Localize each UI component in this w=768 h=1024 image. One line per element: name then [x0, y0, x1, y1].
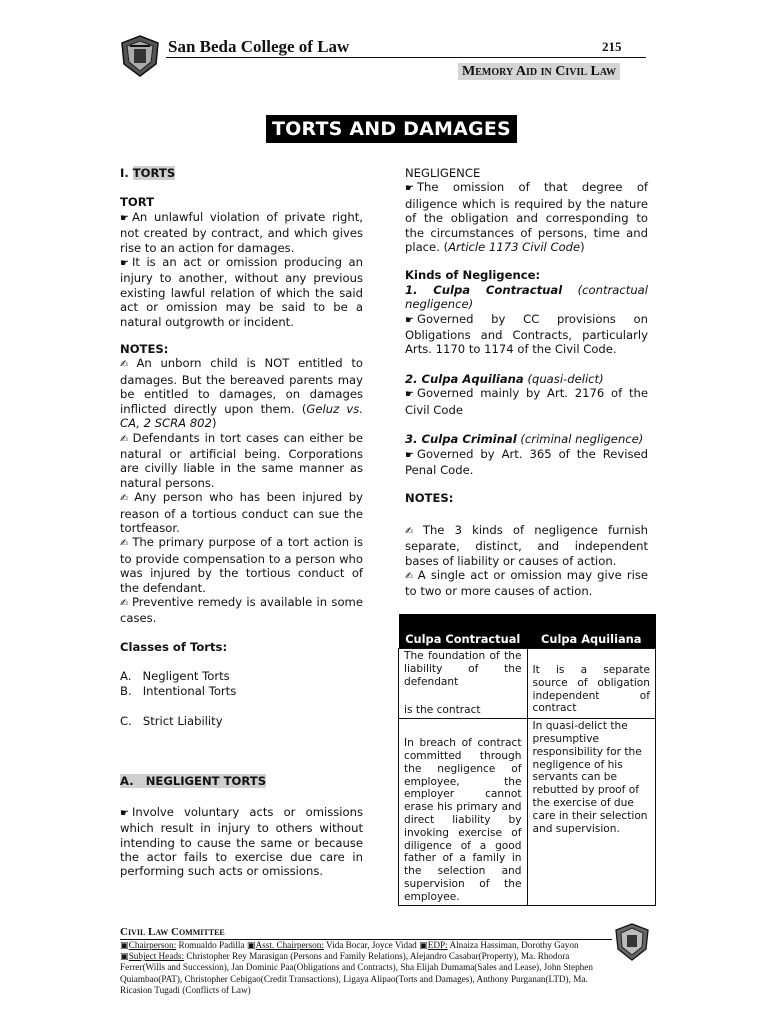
note-item [120, 490, 363, 535]
class-item: B. Intentional Torts [120, 683, 237, 698]
negligent-torts-text [120, 805, 363, 879]
note-text: An unborn child is NOT entitled to damages. But the bereaved parents may be entitled to damages, on damages inflicted directly upon them. ( [120, 356, 363, 416]
heads-names: Christopher Rey Marasigan (Persons and Family Relations), Alejandro Casabar(Property), Ma. Rhodora Ferrer(Wills and Succession), Jan Dominic Paa(Obligations and Contracts), Sha Elijah Dumama(Sales and Lease), John Stephen Quiambao(PAT), Christopher Cebigao(Credit Transactions), Ligaya Alipao(Torts and Damages), Anthony Purganan(LTD), Ma. Ricasion Tugadi (Conflicts of Law) [120, 951, 593, 995]
classes-heading: Classes of Torts: [120, 639, 228, 654]
section-heading [120, 166, 363, 180]
chair-name: Romualdo Padilla [176, 940, 247, 950]
school-name: San Beda College of Law [168, 37, 350, 56]
kind-description: Governed mainly by Art. 2176 of the Civil Code [405, 386, 648, 417]
kind-label [405, 283, 648, 312]
pointing-hand-icon: ☛ [120, 212, 129, 224]
writing-hand-icon: ✍ [120, 433, 130, 445]
note-text: Preventive remedy is available in some cases. [120, 594, 363, 626]
note-item [405, 568, 648, 599]
cell-text: The foundation of the liability of the defendant [404, 650, 522, 688]
cell-text: In quasi-delict the presumptive responsibility for the negligence of his servants can be rebutted by proof of the exercise of due care in their selection and supervision. [532, 720, 648, 835]
section-number: I. [120, 166, 133, 180]
page-title: TORTS AND DAMAGES [266, 115, 517, 143]
book-icon: ▣ [419, 940, 428, 950]
asst-names: Vida Bocar, Joyce Vidad [323, 940, 420, 950]
right-column [405, 166, 648, 599]
kinds-heading: Kinds of Negligence: [405, 268, 541, 283]
school-seal-logo [118, 34, 162, 78]
kind-text [405, 447, 648, 478]
kind-title: 2. Culpa Aquiliana [405, 371, 524, 386]
pointing-hand-icon: ☛ [120, 807, 129, 819]
note-text: Defendants in tort cases can either be natural or artificial being. Corporations are civilly liable in the same manner as natural persons. [120, 430, 363, 490]
class-item: C. Strict Liability [120, 714, 223, 728]
writing-hand-icon: ✍ [405, 570, 415, 582]
table-header-cell: Culpa Aquiliana [527, 614, 656, 649]
note-text-end: ) [211, 416, 217, 431]
book-icon: ▣ [120, 940, 129, 950]
memory-aid-label: Memory Aid in Civil Law [458, 63, 620, 80]
tort-definition-2 [120, 255, 363, 329]
committee-members [120, 940, 610, 996]
negligent-torts-body: Involve voluntary acts or omissions which result in injury to others without intending to cause the same or because the actor fails to exercise due care in performing such acts or omissions. [120, 804, 363, 879]
edp-label: EDP: [427, 940, 448, 950]
book-icon: ▣ [120, 951, 129, 962]
writing-hand-icon: ✍ [405, 525, 420, 537]
page-number: 215 [602, 39, 622, 54]
tort-definition-2-text: It is an act or omission producing an injury to another, without any previous existing lawful relation of which the said act or omission may be said to be a natural outgrowth or incident. [120, 255, 363, 329]
writing-hand-icon: ✍ [120, 359, 134, 371]
note-item [120, 535, 363, 595]
negligence-heading: NEGLIGENCE [405, 166, 481, 180]
kind-label [405, 432, 648, 446]
pointing-hand-icon: ☛ [405, 449, 414, 461]
note-item [120, 356, 363, 430]
table-row [399, 719, 656, 905]
pointing-hand-icon: ☛ [120, 258, 129, 270]
kind-title: 1. Culpa Contractual [405, 282, 563, 297]
note-text: The primary purpose of a tort action is to provide compensation to a person who was injured by the tortious conduct of the defendant. [120, 535, 363, 595]
kind-paren: (contractual negligence) [405, 282, 648, 312]
comparison-table [398, 614, 656, 906]
school-seal-logo [612, 922, 652, 962]
negligence-end: ) [580, 240, 585, 255]
writing-hand-icon: ✍ [120, 597, 129, 609]
note-item [120, 595, 363, 626]
negligence-citation: Article 1173 Civil Code [448, 240, 581, 255]
note-text: The 3 kinds of negligence furnish separate, distinct, and independent bases of liability or causes of action. [405, 522, 648, 568]
tort-definition-1-text: An unlawful violation of private right, not created by contract, and which gives rise to an action for damages. [120, 209, 363, 255]
table-cell [399, 649, 528, 719]
pointing-hand-icon: ☛ [405, 314, 414, 326]
negligence-definition [405, 180, 648, 254]
pointing-hand-icon: ☛ [405, 389, 414, 401]
kind-text [405, 312, 648, 357]
kind-text [405, 386, 648, 417]
pointing-hand-icon: ☛ [405, 183, 414, 195]
cell-text: It is a separate source of obligation independent of contract [532, 664, 650, 715]
class-item: A. Negligent Torts [120, 669, 230, 684]
notes-heading: NOTES: [120, 342, 169, 357]
asst-label: Asst. Chairperson: [255, 940, 324, 950]
tort-heading: TORT [120, 195, 155, 210]
note-item [120, 431, 363, 491]
table-header-row [399, 614, 656, 649]
cell-text: is the contract [404, 704, 481, 717]
note-item [405, 523, 648, 568]
writing-hand-icon: ✍ [120, 493, 132, 505]
table-header-cell: Culpa Contractual [399, 614, 528, 649]
cell-text: In breach of contract committed through the negligence of employee, the employer cannot erase his primary and direct liability by invoking exercise of diligence of a good father of a family in the selection and supervision of the employee. [404, 737, 522, 903]
chair-label: Chairperson: [128, 940, 177, 950]
kind-label [405, 372, 648, 386]
kind-paren: (quasi-delict) [523, 371, 604, 386]
kind-description: Governed by Art. 365 of the Revised Penal Code. [405, 446, 648, 477]
negligence-definition-text: The omission of that degree of diligence which is required by the nature of the obligation and corresponding to the circumstances of persons, time and place. ( [405, 180, 648, 255]
committee-title: Civil Law Committee [120, 926, 225, 938]
kind-description: Governed by CC provisions on Obligations and Contracts, particularly Arts. 1170 to 1174 of the Civil Code. [405, 311, 648, 357]
left-column [120, 166, 363, 879]
section-title: TORTS [132, 166, 176, 180]
writing-hand-icon: ✍ [120, 538, 130, 550]
note-text: A single act or omission may give rise to two or more causes of action. [405, 567, 648, 599]
header-rule [166, 57, 646, 58]
note-text: Any person who has been injured by reason of a tortious conduct can sue the tortfeasor. [120, 490, 363, 535]
tort-definition-1 [120, 210, 363, 255]
book-icon: ▣ [246, 940, 256, 950]
table-cell [527, 719, 656, 905]
edp-names: Alnaiza Hassiman, Dorothy Gayon [447, 940, 579, 950]
heads-label: Subject Heads: [128, 951, 185, 962]
notes-heading: NOTES: [405, 491, 454, 506]
note-citation: Geluz vs. CA, 2 SCRA 802 [120, 401, 363, 431]
table-row [399, 649, 656, 719]
negligent-torts-heading: A. NEGLIGENT TORTS [120, 774, 267, 789]
kind-title: 3. Culpa Criminal [405, 432, 517, 447]
table-cell [527, 649, 656, 719]
table-cell [399, 719, 528, 905]
kind-paren: (criminal negligence) [516, 432, 644, 447]
